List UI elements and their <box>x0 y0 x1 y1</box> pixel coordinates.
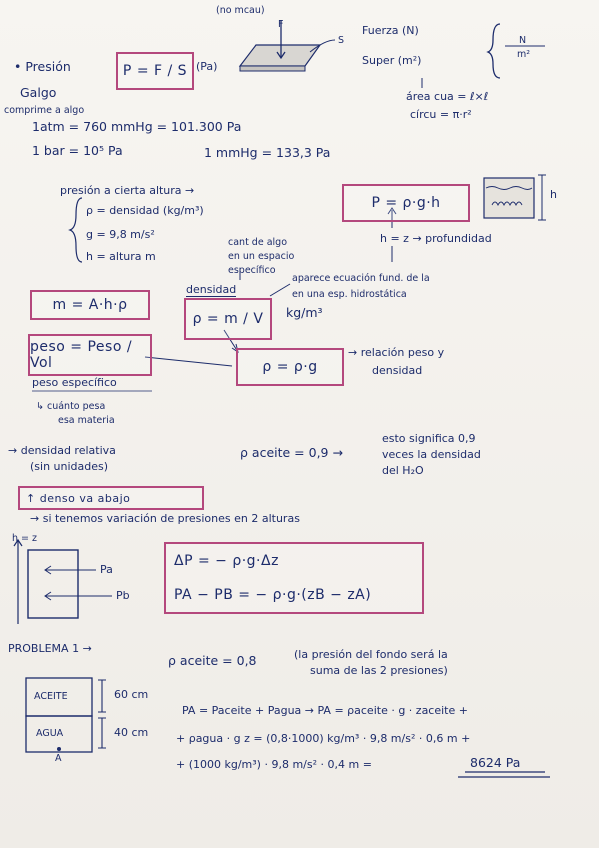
solution-line-1: PA = Paceite + Pagua → PA = ρaceite · g · zaceite + <box>182 704 468 717</box>
agua-height: 40 cm <box>114 726 149 739</box>
mmhg-equivalence: 1 mmHg = 133,3 Pa <box>204 145 331 160</box>
density-formula-box <box>184 298 272 340</box>
peso-especifico-formula: peso = Peso / Vol <box>30 339 133 371</box>
aceite-height: 60 cm <box>114 688 149 701</box>
solution-line-3: + (1000 kg/m³) · 9,8 m/s² · 0,4 m = <box>176 758 372 771</box>
hydrostatic-formula: P = ρ·g·h <box>371 195 441 211</box>
point-a-label: A <box>55 753 62 764</box>
agua-layer-label: AGUA <box>36 728 64 739</box>
no-mca-note: (no mcau) <box>216 5 265 16</box>
cant-note: cant de algo <box>228 237 288 248</box>
solution-line-2: + ρagua · g z = (0,8·1000) kg/m³ · 9,8 m/s² · 0,6 m + <box>176 732 471 745</box>
unit-denominator: m² <box>517 49 531 60</box>
aceite-density-given: ρ aceite = 0,8 <box>168 653 257 668</box>
mass-formula-box <box>30 290 150 320</box>
galgo-note: Galgo <box>20 85 57 100</box>
delta-p-formula: ΔP = − ρ·g·Δz <box>174 553 279 569</box>
atm-equivalence: 1atm = 760 mmHg = 101.300 Pa <box>32 119 242 134</box>
comprime-note: comprime a algo <box>4 105 85 116</box>
h-z-label: h = z <box>12 533 38 544</box>
variacion-presiones-note: → si tenemos variación de presiones en 2 alturas <box>30 512 300 525</box>
pa-pb-formula: PA − PB = − ρ·g·(zB − zA) <box>174 587 372 603</box>
aparece-note-2: en una esp. hidrostática <box>292 289 407 300</box>
area-square-note: área cua = ℓ×ℓ <box>406 90 489 103</box>
pb-arrow-label: Pb <box>116 589 130 602</box>
aparece-note-1: aparece ecuación fund. de la <box>292 273 430 284</box>
fuerza-note: Fuerza (N) <box>362 24 419 37</box>
super-note: Super (m²) <box>362 54 422 67</box>
hydrostatic-formula-box <box>342 184 470 222</box>
problema-heading: PROBLEMA 1 → <box>8 642 92 655</box>
pressure-formula-box <box>116 52 194 90</box>
densidad-word: densidad <box>372 364 423 377</box>
fondo-note-2: suma de las 2 presiones) <box>310 664 448 677</box>
esa-materia-note: esa materia <box>58 415 115 426</box>
h-equals-z-note: h = z → profundidad <box>380 232 492 245</box>
density-unit: kg/m³ <box>286 305 323 320</box>
peso-especifico-label: peso específico <box>32 376 117 389</box>
pressure-formula: P = F / S <box>122 63 188 79</box>
specific-weight-formula: ρ = ρ·g <box>262 359 318 375</box>
pressure-unit: (Pa) <box>196 60 218 73</box>
unit-numerator: N <box>519 35 527 46</box>
densidad-label: densidad <box>186 283 237 296</box>
densidad-relativa-label: → densidad relativa <box>8 444 116 457</box>
rho-definition: ρ = densidad (kg/m³) <box>86 204 204 217</box>
surface-label: S <box>338 35 345 46</box>
denso-abajo-box <box>18 486 204 510</box>
depth-h-label: h <box>550 188 557 201</box>
sin-unidades-note: (sin unidades) <box>30 460 109 473</box>
fondo-note-1: (la presión del fondo será la <box>294 648 448 661</box>
force-label: F <box>278 19 284 30</box>
mass-formula: m = A·h·ρ <box>52 297 128 313</box>
circle-area-note: círcu = π·r² <box>410 108 472 121</box>
density-formula: ρ = m / V <box>192 311 264 327</box>
significa-note-2: veces la densidad <box>382 448 481 461</box>
cuanto-pesa-note: ↳ cuánto pesa <box>36 401 106 412</box>
denso-abajo-note: ↑ denso va abajo <box>26 491 131 505</box>
presion-heading: • Presión <box>14 59 71 74</box>
h-definition: h = altura m <box>86 250 156 263</box>
pa-arrow-label: Pa <box>100 563 113 576</box>
g-definition: g = 9,8 m/s² <box>86 228 155 241</box>
significa-note-3: del H₂O <box>382 464 424 477</box>
aceite-relative-density: ρ aceite = 0,9 → <box>240 445 343 460</box>
specific-weight-box <box>236 348 344 386</box>
espacio-note: en un espacio <box>228 251 295 262</box>
relacion-note: → relación peso y <box>348 346 445 359</box>
significa-note-1: esto significa 0,9 <box>382 432 476 445</box>
pressure-variation-box <box>164 542 424 614</box>
aceite-layer-label: ACEITE <box>34 691 68 702</box>
bar-equivalence: 1 bar = 10⁵ Pa <box>32 143 123 158</box>
presion-altura-note: presión a cierta altura → <box>60 184 195 197</box>
especifico-note: específico <box>228 265 276 276</box>
final-result: 8624 Pa <box>470 755 521 770</box>
peso-especifico-box <box>28 334 152 376</box>
